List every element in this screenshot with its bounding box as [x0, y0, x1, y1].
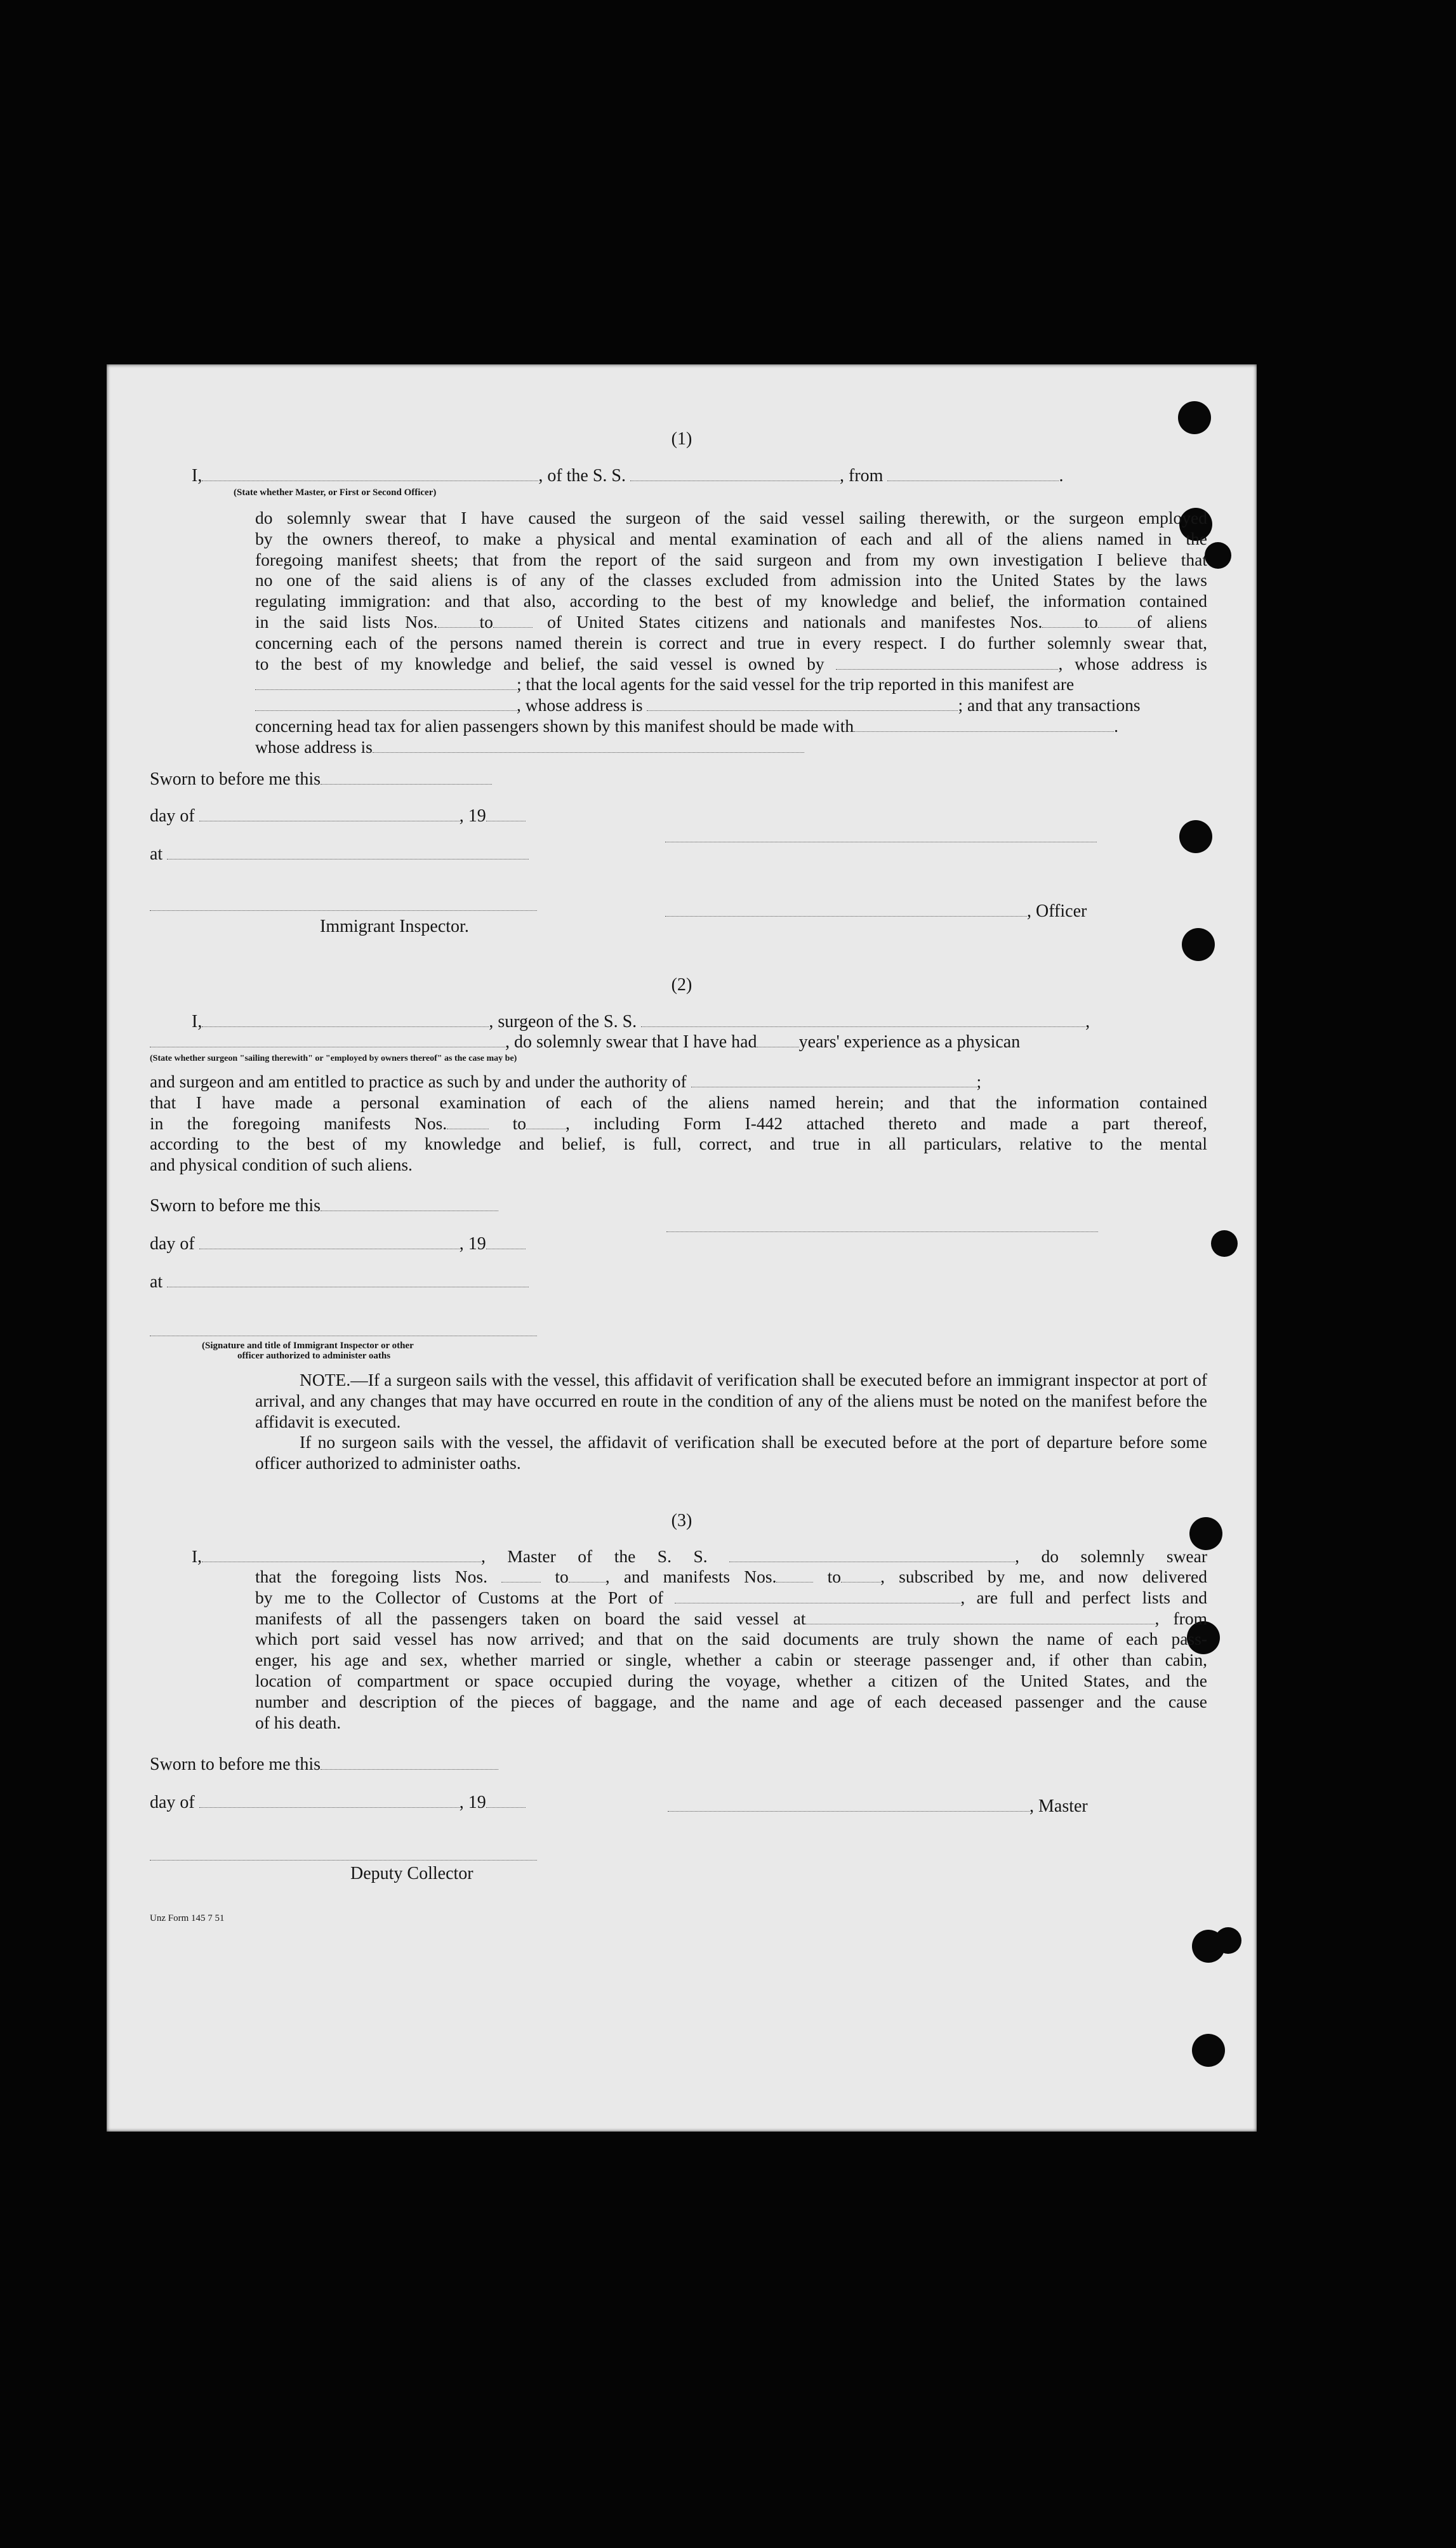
inspector-signature-line[interactable]	[150, 910, 537, 911]
text: by me to the Collector of Customs at the Port of	[255, 1587, 664, 1607]
officer-line	[665, 901, 1087, 922]
text: Sworn to before me this	[150, 769, 321, 789]
text: , whose address is	[517, 695, 643, 715]
text-line: do solemnly swear that I have caused the surgeon of the said vessel sailing therewith, or the surgeon employed	[255, 508, 1207, 528]
at-place-field[interactable]	[167, 1273, 529, 1287]
manifest-from-field[interactable]	[447, 1115, 489, 1129]
year-field[interactable]	[486, 1793, 526, 1808]
text: , subscribed by me, and now delivered	[880, 1567, 1207, 1586]
agents-address-field[interactable]	[647, 696, 958, 711]
agents-field[interactable]	[255, 696, 517, 711]
at-line-2	[150, 1272, 529, 1292]
deputy-collector-label: Deputy Collector	[350, 1864, 473, 1883]
text: I,	[192, 466, 202, 486]
surgeon-signature-line[interactable]	[666, 1231, 1098, 1232]
text: in the said lists Nos.	[255, 611, 438, 632]
text: day of	[150, 1793, 195, 1812]
surgeon-vessel-field[interactable]	[641, 1012, 1085, 1027]
text: at	[150, 1272, 163, 1292]
text: , of the S. S.	[538, 466, 626, 486]
whose-address-line	[255, 737, 1207, 758]
lists-line-3	[255, 1567, 1207, 1588]
section-1-line-1	[192, 466, 1063, 486]
text: ; and that any transactions	[958, 695, 1141, 715]
text: ;	[976, 1072, 982, 1091]
day-of-line-1	[150, 806, 526, 826]
master-signature-field[interactable]	[668, 1797, 1029, 1812]
punch-hole	[1179, 820, 1212, 853]
note-1: NOTE.—If a surgeon sails with the vessel, this affidavit of verification shall be executed before an immigrant inspector at port of arrival, and any changes that may have occurred en route in the condition of any of the aliens must be noted on the manifest before the affidavit is executed.	[255, 1370, 1207, 1431]
text: .	[1114, 715, 1119, 736]
surgeon-status-field[interactable]	[150, 1033, 505, 1047]
manifests-to-field[interactable]	[1098, 613, 1137, 628]
text: ; that the local agents for the said vessel for the trip reported in this manifest are	[517, 674, 1075, 694]
text: and surgeon and am entitled to practice as such by and under the authority of	[150, 1072, 687, 1091]
text: , from	[840, 466, 884, 486]
text: to	[827, 1567, 842, 1586]
text-line: according to the best of my knowledge and belief, is full, correct, and true in all particulars, relative to the mental	[150, 1134, 1207, 1154]
lists-line	[255, 612, 1207, 633]
section-3-paragraph	[255, 1567, 1207, 1733]
text-line: by the owners thereof, to make a physical and mental examination of each and all of the aliens named in the	[255, 528, 1207, 548]
sworn-date-field[interactable]	[321, 770, 492, 785]
head-tax-line	[255, 716, 1207, 737]
port-line	[255, 1588, 1207, 1609]
month-field[interactable]	[199, 1235, 460, 1249]
punch-hole	[1215, 1927, 1241, 1954]
text: whose address is	[255, 736, 373, 757]
sworn-line-1	[150, 769, 492, 790]
lists-from-field[interactable]	[501, 1568, 541, 1583]
inspector-label: Immigrant Inspector.	[320, 917, 469, 936]
officer-signature-field[interactable]	[665, 902, 1027, 917]
master-line	[192, 1546, 1207, 1567]
text: of aliens	[1137, 611, 1208, 632]
at-line-1	[150, 844, 529, 865]
text: concerning head tax for alien passengers shown by this manifest should be made with	[255, 715, 854, 736]
text: day of	[150, 806, 195, 826]
authority-line	[150, 1072, 1207, 1092]
text: , from	[1155, 1608, 1207, 1628]
master-signature-line	[668, 1796, 1088, 1817]
text: .	[1059, 466, 1064, 486]
master-vessel-field[interactable]	[729, 1548, 1015, 1562]
owner-address-field[interactable]	[255, 675, 517, 690]
text: Sworn to before me this	[150, 1196, 321, 1216]
section-2-caption: (State whether surgeon "sailing therewith" or "employed by owners thereof" as the case may be)	[150, 1054, 517, 1063]
vessel-name-field[interactable]	[630, 467, 840, 481]
text: , and manifests Nos.	[605, 1567, 777, 1586]
section-2-number: (2)	[671, 975, 692, 995]
sworn-date-field[interactable]	[321, 1197, 498, 1211]
section-3-line-1	[192, 1546, 1207, 1567]
form-sheet	[107, 364, 1257, 2132]
punch-hole	[1205, 542, 1231, 569]
text-line: that I have made a personal examination of each of the aliens named herein; and that the information contained	[150, 1092, 1207, 1112]
section-3-number: (3)	[671, 1511, 692, 1530]
text: , whose address is	[1058, 653, 1207, 673]
port-field[interactable]	[675, 1589, 960, 1603]
day-of-line-3	[150, 1793, 526, 1813]
head-tax-agent-field[interactable]	[854, 717, 1114, 732]
text: , 19	[459, 1793, 486, 1812]
year-field[interactable]	[486, 807, 526, 821]
form-id: Unz Form 145 7 51	[150, 1913, 225, 1923]
text: I,	[192, 1546, 202, 1566]
text: at	[150, 844, 163, 864]
text-line: location of compartment or space occupied during the voyage, whether a citizen of the United States, and the	[255, 1670, 1207, 1690]
owned-line	[255, 654, 1207, 675]
deputy-signature-line[interactable]	[150, 1860, 537, 1861]
text: I,	[192, 1012, 202, 1032]
agents-line	[255, 674, 1207, 695]
text: , 19	[459, 1234, 486, 1254]
text: in the foregoing manifests Nos.	[150, 1113, 447, 1133]
manifests-to-field[interactable]	[841, 1568, 880, 1583]
text-line: concerning each of the persons named therein is correct and true in every respect. I do further solemnly swear that,	[255, 632, 1207, 653]
month-field[interactable]	[199, 1793, 460, 1808]
from-port-field[interactable]	[887, 467, 1059, 481]
lists-from-field[interactable]	[438, 613, 480, 628]
text: to	[1084, 611, 1098, 632]
section-1-paragraph	[255, 508, 1207, 758]
month-field[interactable]	[199, 807, 460, 821]
manifests-from-field[interactable]	[776, 1568, 813, 1583]
text-line: enger, his age and sex, whether married or single, whether a cabin or steerage passenger and, if other than cabin,	[255, 1650, 1207, 1670]
sworn-date-field[interactable]	[321, 1755, 498, 1770]
text: years' experience as a physican	[798, 1032, 1021, 1052]
sworn-line-2	[150, 1196, 498, 1216]
lists-to-field[interactable]	[493, 613, 533, 628]
day-of-line-2	[150, 1234, 526, 1254]
master-name-field[interactable]	[202, 1548, 481, 1562]
lists-to-field[interactable]	[569, 1568, 606, 1583]
text-line: and physical condition of such aliens.	[150, 1155, 413, 1175]
manifests-from-field[interactable]	[1042, 613, 1084, 628]
text: ,	[1085, 1012, 1090, 1032]
text-line: number and description of the pieces of baggage, and the name and age of each deceased passenger and the cause	[255, 1691, 1207, 1711]
section-2-line-2	[150, 1032, 1020, 1052]
signature-caption-1: (Signature and title of Immigrant Inspector or other	[202, 1341, 414, 1351]
text: , are full and perfect lists and	[960, 1587, 1207, 1607]
year-field[interactable]	[486, 1235, 526, 1249]
whose-line	[255, 695, 1207, 716]
manifests-line	[150, 1113, 1207, 1134]
punch-hole	[1182, 928, 1215, 961]
text: manifests of all the passengers taken on board the said vessel at	[255, 1608, 806, 1628]
punch-hole	[1211, 1230, 1238, 1257]
surgeon-name-field[interactable]	[202, 1012, 489, 1027]
section-1-number: (1)	[671, 429, 692, 449]
text-line: of his death.	[255, 1712, 341, 1732]
text: , Master of the S. S.	[481, 1546, 708, 1566]
text: , Master	[1029, 1796, 1088, 1816]
head-tax-address-field[interactable]	[373, 738, 804, 753]
section-2-line-1	[192, 1012, 1207, 1032]
text: Sworn to before me this	[150, 1755, 321, 1774]
at-place-field[interactable]	[167, 845, 529, 859]
signature-caption-2: officer authorized to administer oaths	[237, 1351, 391, 1361]
text: to	[512, 1113, 526, 1133]
years-field[interactable]	[757, 1033, 799, 1047]
authority-field[interactable]	[691, 1073, 977, 1087]
text: to the best of my knowledge and belief, the said vessel is owned by	[255, 653, 824, 673]
text: , surgeon of the S. S.	[489, 1012, 637, 1032]
text-line: which port said vessel has now arrived; and that on the said documents are truly shown the name of each pass-	[255, 1629, 1207, 1649]
text: that the foregoing lists Nos.	[255, 1567, 487, 1586]
sworn-line-3	[150, 1755, 498, 1775]
text: day of	[150, 1234, 195, 1254]
punch-hole	[1192, 2034, 1225, 2067]
text-line: regulating immigration: and that also, according to the best of my knowledge and belief, the information contained	[255, 591, 1207, 611]
text: of United States citizens and nationals and manifestes Nos.	[547, 611, 1043, 632]
master-name-field[interactable]	[202, 467, 538, 481]
taken-line	[255, 1609, 1207, 1629]
text-line: no one of the said aliens is of any of the classes excluded from admission into the United States by the laws	[255, 570, 1207, 590]
text: , do solemnly swear	[1015, 1546, 1207, 1566]
text: , 19	[459, 806, 486, 826]
departure-port-field[interactable]	[805, 1610, 1155, 1624]
text: , do solemnly swear that I have had	[505, 1032, 757, 1052]
text: to	[479, 611, 493, 632]
text: , including Form I-442 attached thereto and made a part thereof,	[565, 1113, 1208, 1133]
manifest-to-field[interactable]	[526, 1115, 566, 1129]
text: to	[555, 1567, 569, 1586]
owner-field[interactable]	[836, 655, 1058, 670]
section-2-paragraph	[150, 1072, 1207, 1176]
note-2: If no surgeon sails with the vessel, the affidavit of verification shall be executed before at the port of departure before some officer authorized to administer oaths.	[255, 1432, 1207, 1473]
text-line: foregoing manifest sheets; that from the report of the said surgeon and from my own investigation I believe that	[255, 549, 1207, 569]
text: , Officer	[1027, 901, 1087, 921]
section-1-caption: (State whether Master, or First or Second Officer)	[234, 488, 437, 498]
